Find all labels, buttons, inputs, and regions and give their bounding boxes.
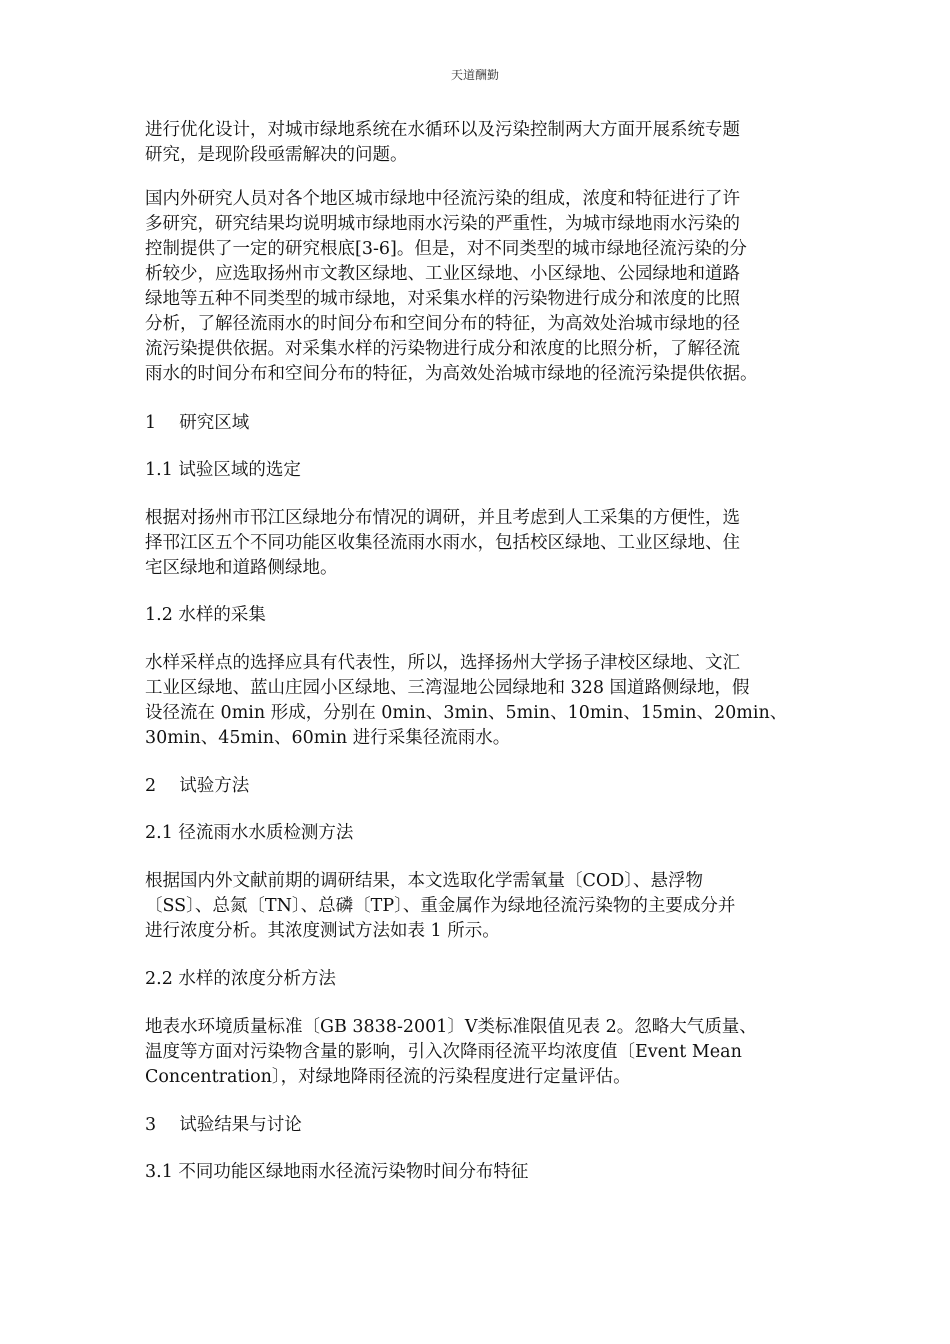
paragraph-line: 控制提供了一定的研究根底[3-6]。但是，对不同类型的城市绿地径流污染的分	[145, 239, 747, 259]
paragraph-line: 工业区绿地、蓝山庄园小区绿地、三湾湿地公园绿地和 328 国道路侧绿地，假	[145, 678, 750, 698]
section-heading	[145, 411, 825, 436]
paragraph-line: 进行优化设计，对城市绿地系统在水循环以及污染控制两大方面开展系统专题	[145, 120, 740, 140]
heading-text: 2.2 水样的浓度分析方法	[145, 969, 336, 989]
paragraph	[145, 869, 825, 944]
paragraph	[145, 187, 825, 387]
heading-text: 2 试验方法	[145, 776, 250, 796]
paragraph-line: 根据对扬州市邗江区绿地分布情况的调研，并且考虑到人工采集的方便性，选	[145, 508, 740, 528]
heading-text: 1 研究区域	[145, 413, 250, 433]
paragraph-line: 流污染提供依据。对采集水样的污染物进行成分和浓度的比照分析，了解径流	[145, 339, 740, 359]
heading-text: 1.1 试验区域的选定	[145, 460, 301, 480]
section-heading	[145, 1160, 825, 1185]
paragraph-line: 〔SS〕、总氮〔TN〕、总磷〔TP〕、重金属作为绿地径流污染物的主要成分并	[145, 896, 736, 916]
paragraph-line: 绿地等五种不同类型的城市绿地，对采集水样的污染物进行成分和浓度的比照	[145, 289, 740, 309]
paragraph-line: 分析，了解径流雨水的时间分布和空间分布的特征，为高效处治城市绿地的径	[145, 314, 740, 334]
paragraph-line: 30min、45min、60min 进行采集径流雨水。	[145, 728, 511, 748]
paragraph	[145, 506, 825, 581]
section-heading	[145, 458, 825, 483]
paragraph-line: 析较少，应选取扬州市文教区绿地、工业区绿地、小区绿地、公园绿地和道路	[145, 264, 740, 284]
paragraph-line: 地表水环境质量标准〔GB 3838-2001〕Ⅴ类标准限值见表 2。忽略大气质量、	[145, 1017, 757, 1037]
page-header: 天道酬勤	[450, 68, 499, 82]
section-heading	[145, 603, 825, 628]
paragraph-line: 温度等方面对污染物含量的影响，引入次降雨径流平均浓度值〔Event Mean	[145, 1042, 742, 1062]
heading-text: 1.2 水样的采集	[145, 605, 266, 625]
heading-text: 3.1 不同功能区绿地雨水径流污染物时间分布特征	[145, 1162, 529, 1182]
paragraph-line: 择邗江区五个不同功能区收集径流雨水雨水，包括校区绿地、工业区绿地、住	[145, 533, 740, 553]
paragraph-line: 根据国内外文献前期的调研结果，本文选取化学需氧量〔COD〕、悬浮物	[145, 871, 704, 891]
paragraph-line: 进行浓度分析。其浓度测试方法如表 1 所示。	[145, 921, 500, 941]
heading-text: 2.1 径流雨水水质检测方法	[145, 823, 354, 843]
paragraph-line: 研究，是现阶段亟需解决的问题。	[145, 145, 408, 165]
paragraph-line: 多研究，研究结果均说明城市绿地雨水污染的严重性，为城市绿地雨水污染的	[145, 214, 740, 234]
paragraph-line: 宅区绿地和道路侧绿地。	[145, 558, 338, 578]
paragraph	[145, 1015, 825, 1090]
paragraph-line: Concentration〕，对绿地降雨径流的污染程度进行定量评估。	[145, 1067, 631, 1087]
paragraph-line: 设径流在 0min 形成，分别在 0min、3min、5min、10min、15min、20min、	[145, 703, 788, 723]
paragraph-line: 国内外研究人员对各个地区城市绿地中径流污染的组成，浓度和特征进行了许	[145, 189, 740, 209]
section-heading	[145, 1113, 825, 1138]
paragraph	[145, 651, 825, 751]
section-heading	[145, 967, 825, 992]
paragraph	[145, 118, 825, 168]
section-heading	[145, 821, 825, 846]
section-heading	[145, 774, 825, 799]
heading-text: 3 试验结果与讨论	[145, 1115, 302, 1135]
paragraph-line: 雨水的时间分布和空间分布的特征，为高效处治城市绿地的径流污染提供依据。	[145, 364, 758, 384]
paragraph-line: 水样采样点的选择应具有代表性，所以，选择扬州大学扬子津校区绿地、文汇	[145, 653, 740, 673]
